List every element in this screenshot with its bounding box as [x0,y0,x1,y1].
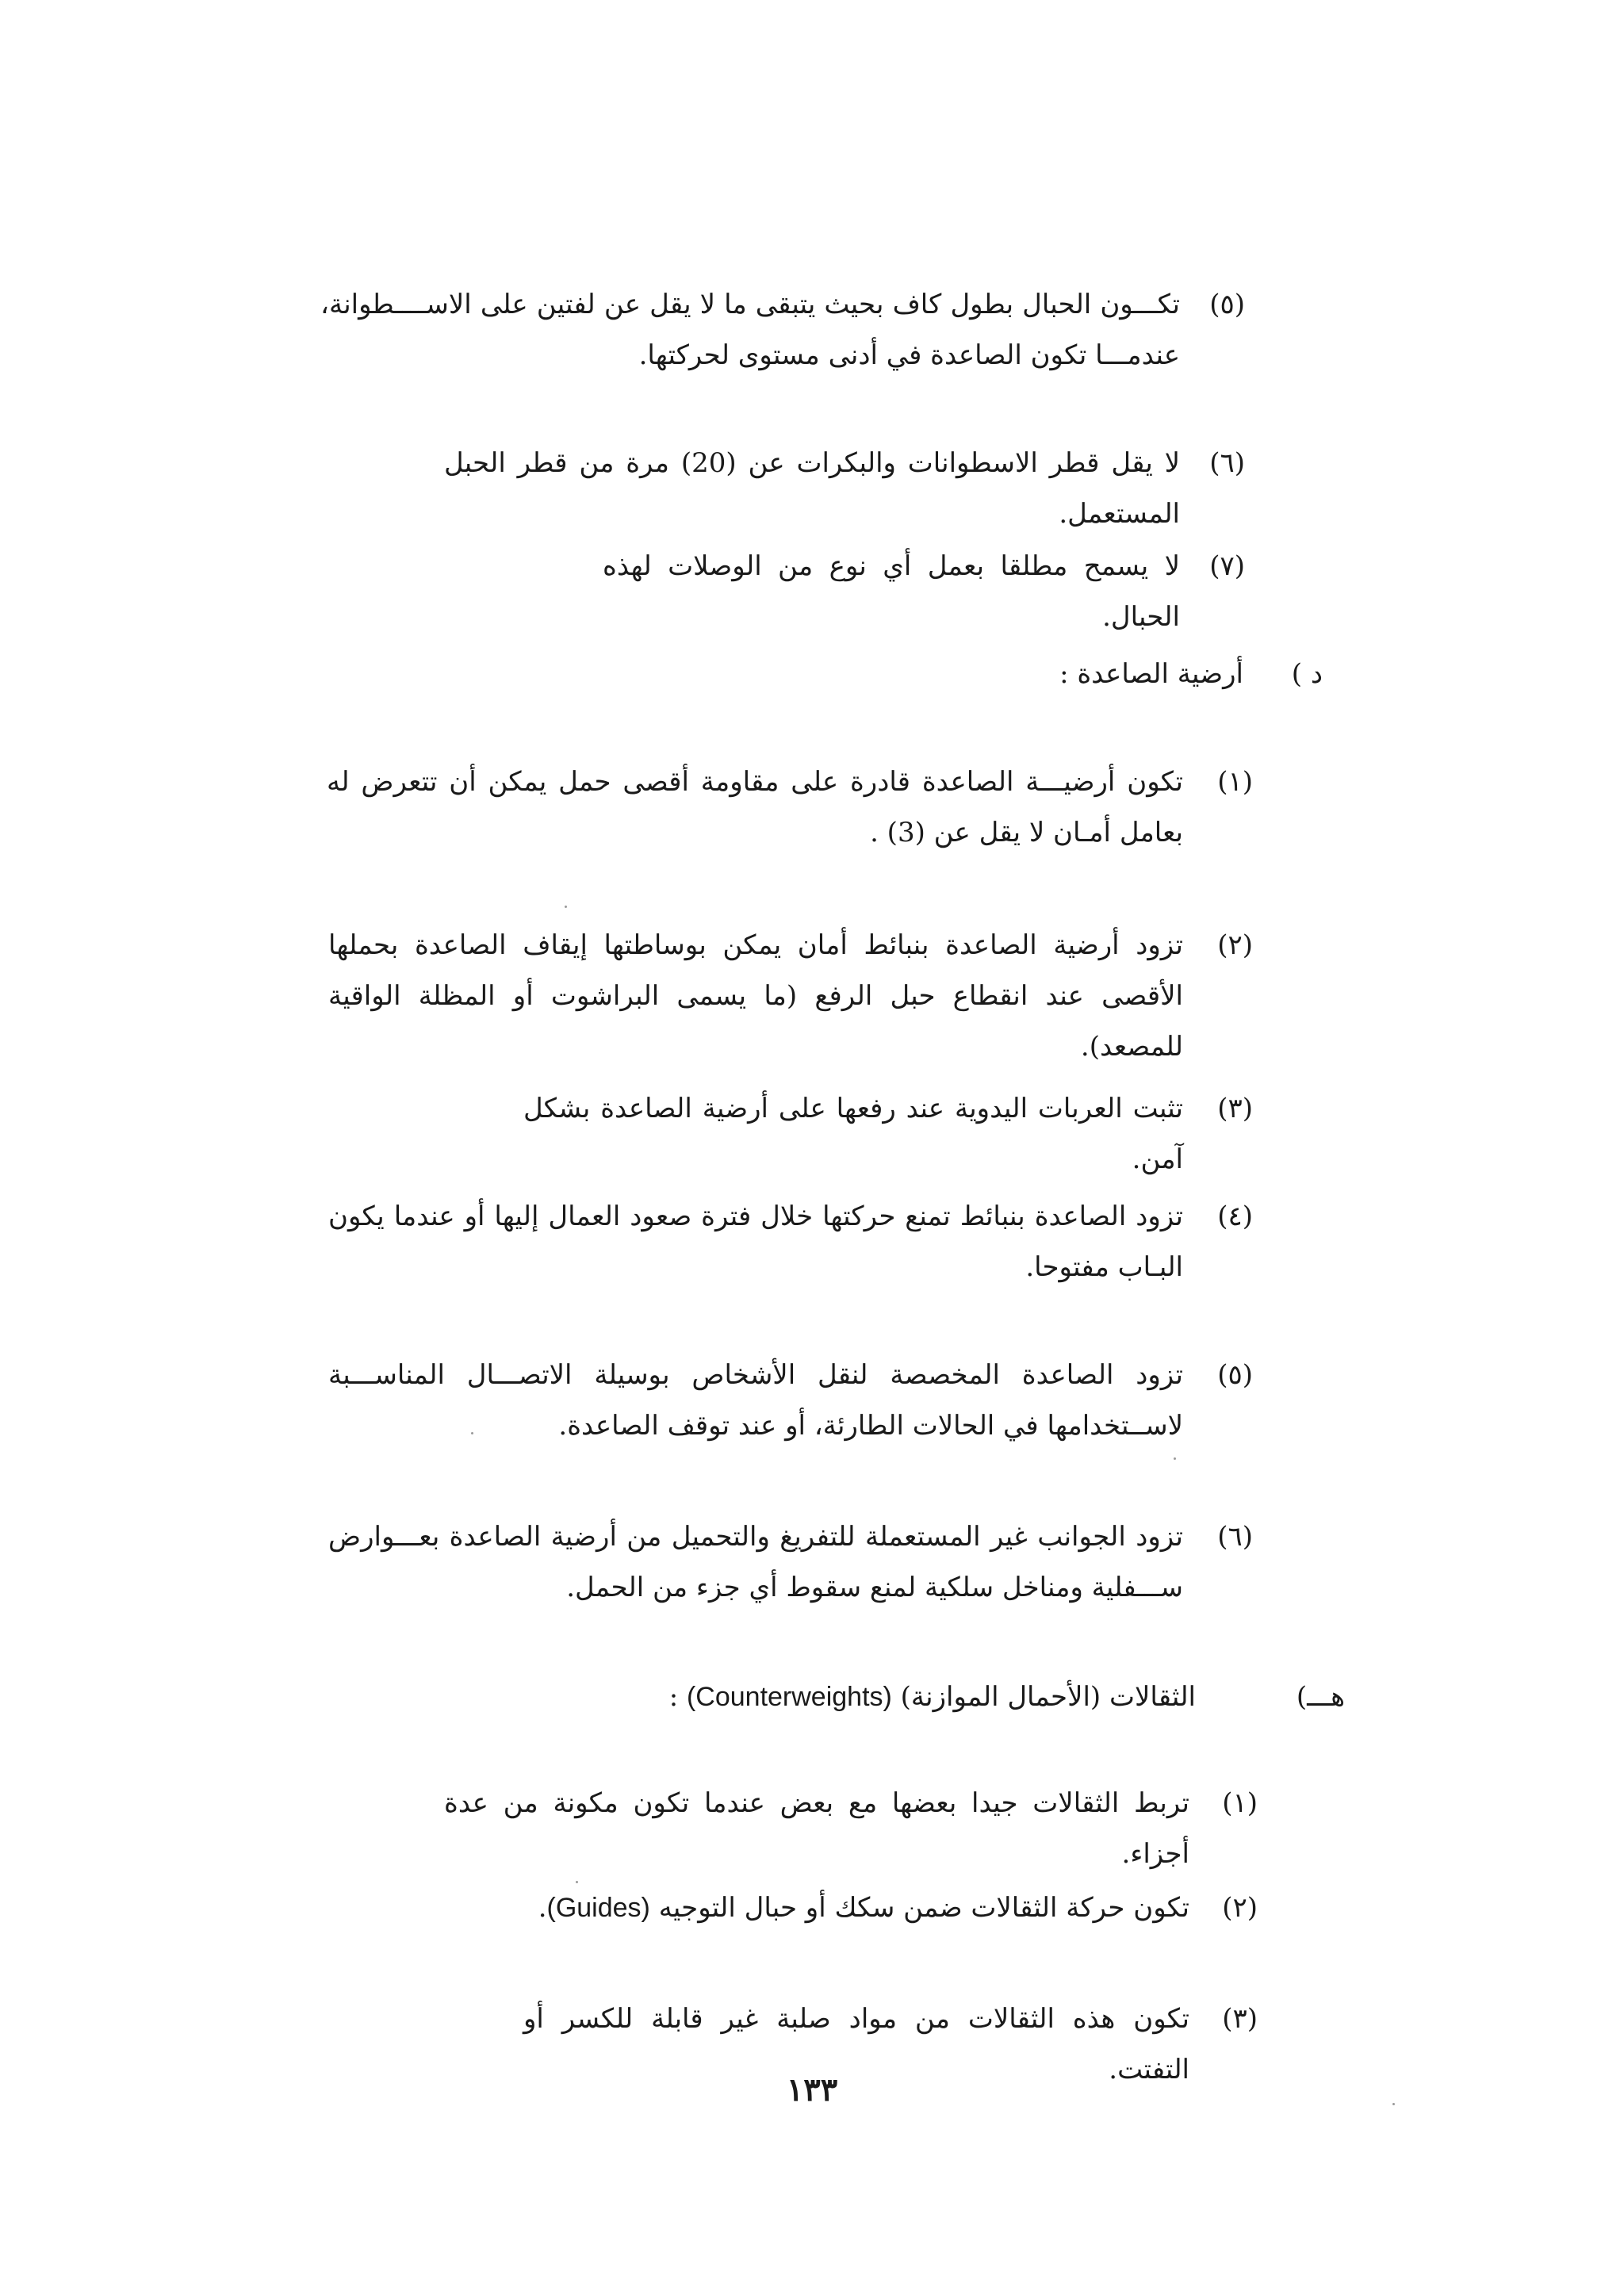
rope-item-7-text: لا يسمح مطلقا بعمل أي نوع من الوصلات لهذه الحبال. [603,550,1180,633]
scan-speck [565,906,567,908]
scan-speck [1392,2103,1395,2105]
floor-item-3-text: تثبت العربات اليدوية عند رفعها على أرضية الصاعدة بشكل آمن. [523,1093,1183,1175]
section-h-title [669,1672,1196,1722]
scan-speck [576,1881,578,1883]
scan-speck [1174,1457,1176,1460]
section-h-marker: هـــ) [1296,1681,1345,1713]
page-number: ١٣٣ [786,2071,838,2108]
counterweight-item-2-number: (٢) [1222,1892,1258,1924]
section-h-title-english: (Counterweights) [686,1682,892,1712]
rope-item-6-text: لا يقل قطر الاسطوانات والبكرات عن (20) مرة من قطر الحبل المستعمل. [444,447,1180,530]
section-h-title-arabic: الثقالات (الأحمال الموازنة) [900,1681,1196,1713]
floor-item-2-number: (٢) [1217,929,1253,961]
counterweight-item-2-end: . [538,1892,547,1924]
section-d-marker: د ) [1291,658,1323,690]
rope-item-6-number: (٦) [1209,447,1245,479]
floor-item-4-number: (٤) [1217,1201,1253,1232]
floor-item-6-number: (٦) [1217,1521,1253,1553]
floor-item-2-text: تزود أرضية الصاعدة بنبائط أمان يمكن بوساطتها إيقاف الصاعدة بحملها الأقصى عند انقطاع حبل الرفع (ما يسمى البراشوت أو المظلة الواقية للمصعد). [328,929,1183,1063]
section-d-title: أرضية الصاعدة : [1059,658,1243,690]
scan-speck [471,1432,473,1434]
floor-item-5-number: (٥) [1217,1359,1253,1391]
rope-item-5-text: تكـــون الحبال بطول كاف بحيث يتبقى ما لا يقل عن لفتين على الاســــطوانة، عندمـــا تكون الصاعدة في أدنى مستوى لحركتها. [320,289,1180,371]
floor-item-5-text: تزود الصاعدة المخصصة لنقل الأشخاص بوسيلة الاتصـــال المناســـبة لاســتخدامها في الحالات الطارئة، أو عند توقف الصاعدة. [328,1359,1183,1442]
counterweight-item-1-text: تربط الثقالات جيدا بعضها مع بعض عندما تكون مكونة من عدة أجزاء. [444,1787,1189,1870]
counterweight-item-2-arabic: تكون حركة الثقالات ضمن سكك أو حبال التوجيه [658,1892,1189,1924]
floor-item-3-number: (٣) [1217,1093,1253,1124]
counterweight-item-2-english: (Guides) [546,1893,650,1923]
rope-item-5-number: (٥) [1209,289,1245,320]
floor-item-1-number: (١) [1217,766,1253,798]
counterweight-item-3-text: تكون هذه الثقالات من مواد صلبة غير قابلة للكسر أو التفتت. [523,2003,1189,2085]
rope-item-7-number: (٧) [1209,550,1245,582]
counterweight-item-2-text [538,1882,1189,1933]
counterweight-item-1-number: (١) [1222,1787,1258,1819]
floor-item-4-text: تزود الصاعدة بنبائط تمنع حركتها خلال فترة صعود العمال إليها أو عندما يكون البـاب مفتوحا. [328,1201,1183,1283]
floor-item-6-text: تزود الجوانب غير المستعملة للتفريغ والتحميل من أرضية الصاعدة بعـــوارض ســـفلية ومناخل سلكية لمنع سقوط أي جزء من الحمل. [328,1521,1183,1603]
floor-item-1-text: تكون أرضيـــة الصاعدة قادرة على مقاومة أقصى حمل يمكن أن تتعرض له بعامل أمـان لا يقل عن (3) . [327,766,1183,848]
counterweight-item-3-number: (٣) [1222,2003,1258,2035]
section-h-colon: : [668,1681,679,1713]
